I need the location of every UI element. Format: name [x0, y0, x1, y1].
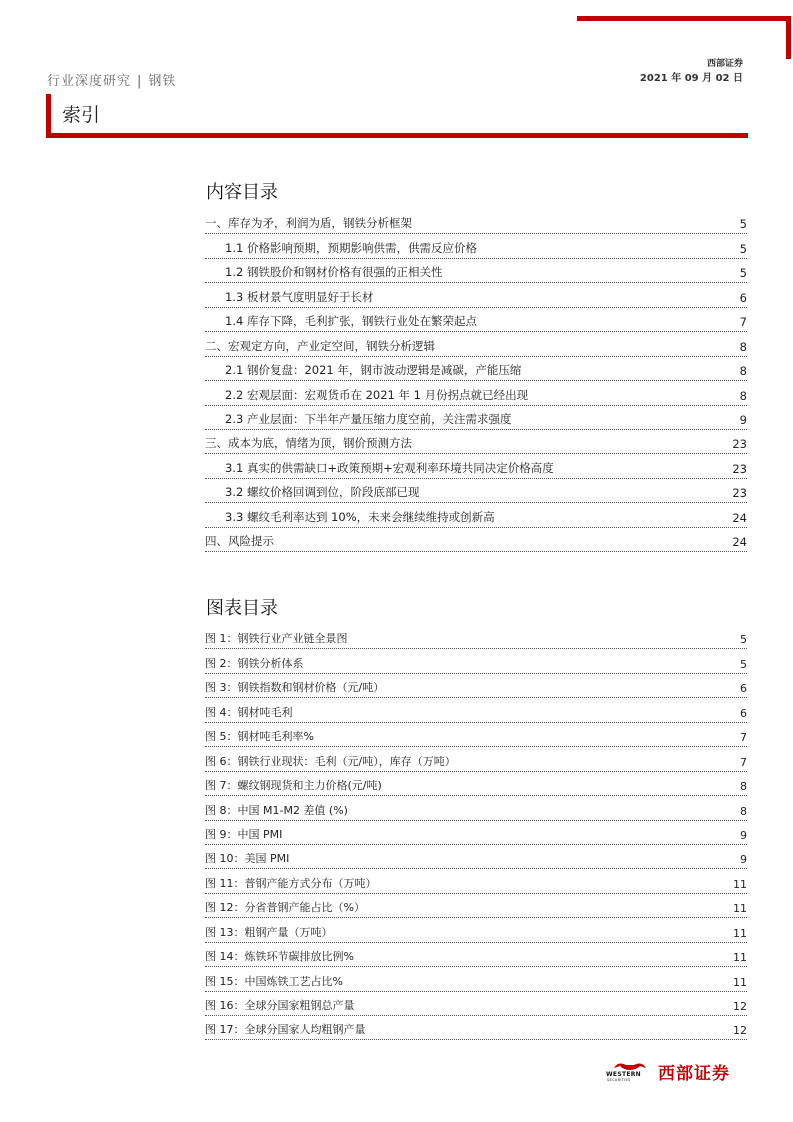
toc-title: 内容目录 — [206, 182, 278, 203]
index-rule — [46, 133, 748, 138]
figure-entry-page: 7 — [740, 755, 747, 769]
bull-logo-icon — [606, 1059, 654, 1071]
toc-entry-page: 8 — [739, 364, 747, 379]
toc-entry-page: 24 — [732, 535, 747, 550]
figure-entry-text: 图 15：中国炼铁工艺占比% — [205, 974, 343, 988]
breadcrumb-separator: | — [137, 74, 143, 89]
figure-entry-page: 11 — [733, 877, 747, 891]
figure-entry-page: 8 — [740, 804, 747, 818]
figure-entry[interactable] — [205, 772, 747, 796]
toc-entry-text: 1.4 库存下降，毛利扩张，钢铁行业处在繁荣起点 — [225, 314, 477, 329]
toc-entry[interactable] — [205, 234, 747, 258]
breadcrumb-sector: 钢铁 — [148, 74, 177, 89]
figure-entry-text: 图 13：粗钢产量（万吨） — [205, 925, 333, 939]
figure-entry-page: 11 — [733, 975, 747, 989]
figure-entry-page: 9 — [740, 828, 747, 842]
toc-entry[interactable] — [205, 210, 747, 234]
toc-entry-page: 23 — [732, 437, 747, 452]
toc-entry-text: 3.3 螺纹毛利率达到 10%，未来会继续维持或创新高 — [225, 509, 495, 524]
logo-english-sub: SECURITIES — [607, 1078, 631, 1082]
figure-entry-text: 图 9：中国 PMI — [205, 827, 283, 841]
figure-entry-text: 图 1：钢铁行业产业链全景图 — [205, 632, 348, 646]
figure-entry-text: 图 16：全球分国家粗钢总产量 — [205, 999, 355, 1012]
figure-entry[interactable] — [205, 625, 747, 649]
toc-entry-text: 二、宏观定方向，产业定空间，钢铁分析逻辑 — [205, 338, 435, 353]
figure-entry-page: 11 — [733, 926, 747, 940]
figure-entry-page: 8 — [740, 780, 747, 794]
footer-logo — [606, 1059, 748, 1084]
toc-list — [205, 210, 747, 552]
toc-entry[interactable] — [205, 503, 747, 527]
figure-entry-page: 7 — [740, 731, 747, 745]
figure-entry[interactable] — [205, 698, 747, 722]
figure-entry-text: 图 10：美国 PMI — [205, 852, 290, 866]
toc-entry-text: 一、库存为矛，利润为盾，钢铁分析框架 — [205, 216, 412, 231]
figure-index-title: 图表目录 — [206, 598, 278, 619]
figure-entry[interactable] — [205, 674, 747, 698]
toc-entry-page: 24 — [732, 510, 747, 525]
toc-entry-text: 2.2 宏观层面：宏观货币在 2021 年 1 月份拐点就已经出现 — [225, 387, 529, 402]
breadcrumb-category: 行业深度研究 — [47, 74, 132, 89]
toc-entry-page: 8 — [739, 339, 747, 354]
figure-entry-page: 11 — [733, 951, 747, 965]
figure-entry[interactable] — [205, 943, 747, 967]
figure-entry[interactable] — [205, 845, 747, 869]
toc-entry-text: 2.3 产业层面：下半年产量压缩力度空前，关注需求强度 — [225, 411, 512, 426]
toc-entry-page: 9 — [739, 412, 747, 427]
toc-entry[interactable] — [205, 454, 747, 478]
figure-entry-text: 图 6：钢铁行业现状：毛利（元/吨），库存（万吨） — [205, 754, 456, 768]
toc-entry-page: 7 — [739, 315, 747, 330]
figure-entry[interactable] — [205, 992, 747, 1016]
figure-entry-text: 图 5：钢材吨毛利率% — [205, 730, 314, 744]
corner-decoration-horizontal — [577, 16, 791, 21]
figure-entry[interactable] — [205, 723, 747, 747]
figure-entry-text: 图 3：钢铁指数和钢材价格（元/吨） — [205, 681, 385, 695]
figure-entry[interactable] — [205, 894, 747, 918]
corner-decoration-vertical — [786, 16, 791, 59]
figure-entry-page: 5 — [740, 657, 747, 671]
toc-entry-text: 2.1 钢价复盘：2021 年，钢市波动逻辑是减碳，产能压缩 — [225, 363, 522, 378]
figure-entry-page: 6 — [740, 706, 747, 720]
toc-entry-text: 3.1 真实的供需缺口+政策预期+宏观利率环境共同决定价格高度 — [225, 460, 554, 475]
figure-entry-page: 9 — [740, 853, 747, 867]
toc-entry-text: 1.1 价格影响预期，预期影响供需，供需反应价格 — [225, 240, 477, 255]
toc-entry-page: 5 — [739, 217, 747, 232]
figure-entry-text: 图 2：钢铁分析体系 — [205, 656, 304, 670]
logo-chinese: 西部证券 — [658, 1064, 730, 1084]
figure-entry[interactable] — [205, 821, 747, 845]
toc-entry-text: 1.2 钢铁股价和钢材价格有很强的正相关性 — [225, 265, 443, 280]
figure-entry-page: 6 — [740, 682, 747, 696]
brand-name-small: 西部证券 — [706, 59, 743, 69]
toc-entry[interactable] — [205, 406, 747, 430]
report-date: 2021 年 09 月 02 日 — [639, 73, 743, 84]
figure-entry-page: 11 — [733, 902, 747, 916]
toc-entry-text: 3.2 螺纹价格回调到位，阶段底部已现 — [225, 485, 420, 500]
toc-entry[interactable] — [205, 430, 747, 454]
figure-entry-text: 图 11：普钢产能方式分布（万吨） — [205, 876, 377, 890]
figure-entry-text: 图 14：炼铁环节碳排放比例% — [205, 950, 354, 964]
toc-entry[interactable] — [205, 381, 747, 405]
figure-entry[interactable] — [205, 1016, 747, 1040]
figure-entry-page: 12 — [733, 1024, 747, 1038]
toc-entry[interactable] — [205, 308, 747, 332]
figure-entry[interactable] — [205, 649, 747, 673]
toc-entry-text: 四、风险提示 — [205, 534, 274, 549]
toc-entry[interactable] — [205, 479, 747, 503]
toc-entry-page: 6 — [739, 290, 747, 305]
figure-entry-text: 图 4：钢材吨毛利 — [205, 705, 293, 719]
toc-entry-text: 三、成本为底，情绪为顶，钢价预测方法 — [205, 436, 412, 451]
index-title: 索引 — [62, 104, 101, 126]
figure-entry[interactable] — [205, 869, 747, 893]
toc-entry-page: 23 — [732, 486, 747, 501]
figure-entry-page: 5 — [740, 633, 747, 647]
figure-entry[interactable] — [205, 796, 747, 820]
toc-entry[interactable] — [205, 357, 747, 381]
figure-entry-text: 图 8：中国 M1-M2 差值 (%) — [205, 803, 348, 817]
toc-entry-page: 5 — [739, 241, 747, 256]
logo-english: WESTERN — [606, 1071, 641, 1078]
figure-entry-page: 12 — [733, 1000, 747, 1013]
breadcrumb — [47, 70, 176, 89]
figure-entry-text: 图 7：螺纹钢现货和主力价格(元/吨) — [205, 779, 382, 793]
toc-entry-text: 1.3 板材景气度明显好于长材 — [225, 289, 374, 304]
toc-entry-page: 8 — [739, 388, 747, 403]
toc-entry[interactable] — [205, 283, 747, 307]
figure-entry[interactable] — [205, 747, 747, 771]
figure-entry-text: 图 12：分省普钢产能占比（%） — [205, 901, 365, 915]
toc-entry-page: 5 — [739, 266, 747, 281]
toc-entry[interactable] — [205, 259, 747, 283]
index-accent-bar — [46, 94, 51, 135]
toc-entry[interactable] — [205, 332, 747, 356]
toc-entry-page: 23 — [732, 461, 747, 476]
figure-entry[interactable] — [205, 918, 747, 942]
figure-entry[interactable] — [205, 967, 747, 991]
toc-entry[interactable] — [205, 528, 747, 552]
figure-entry-text: 图 17：全球分国家人均粗钢产量 — [205, 1023, 366, 1037]
figure-list — [205, 625, 747, 1040]
